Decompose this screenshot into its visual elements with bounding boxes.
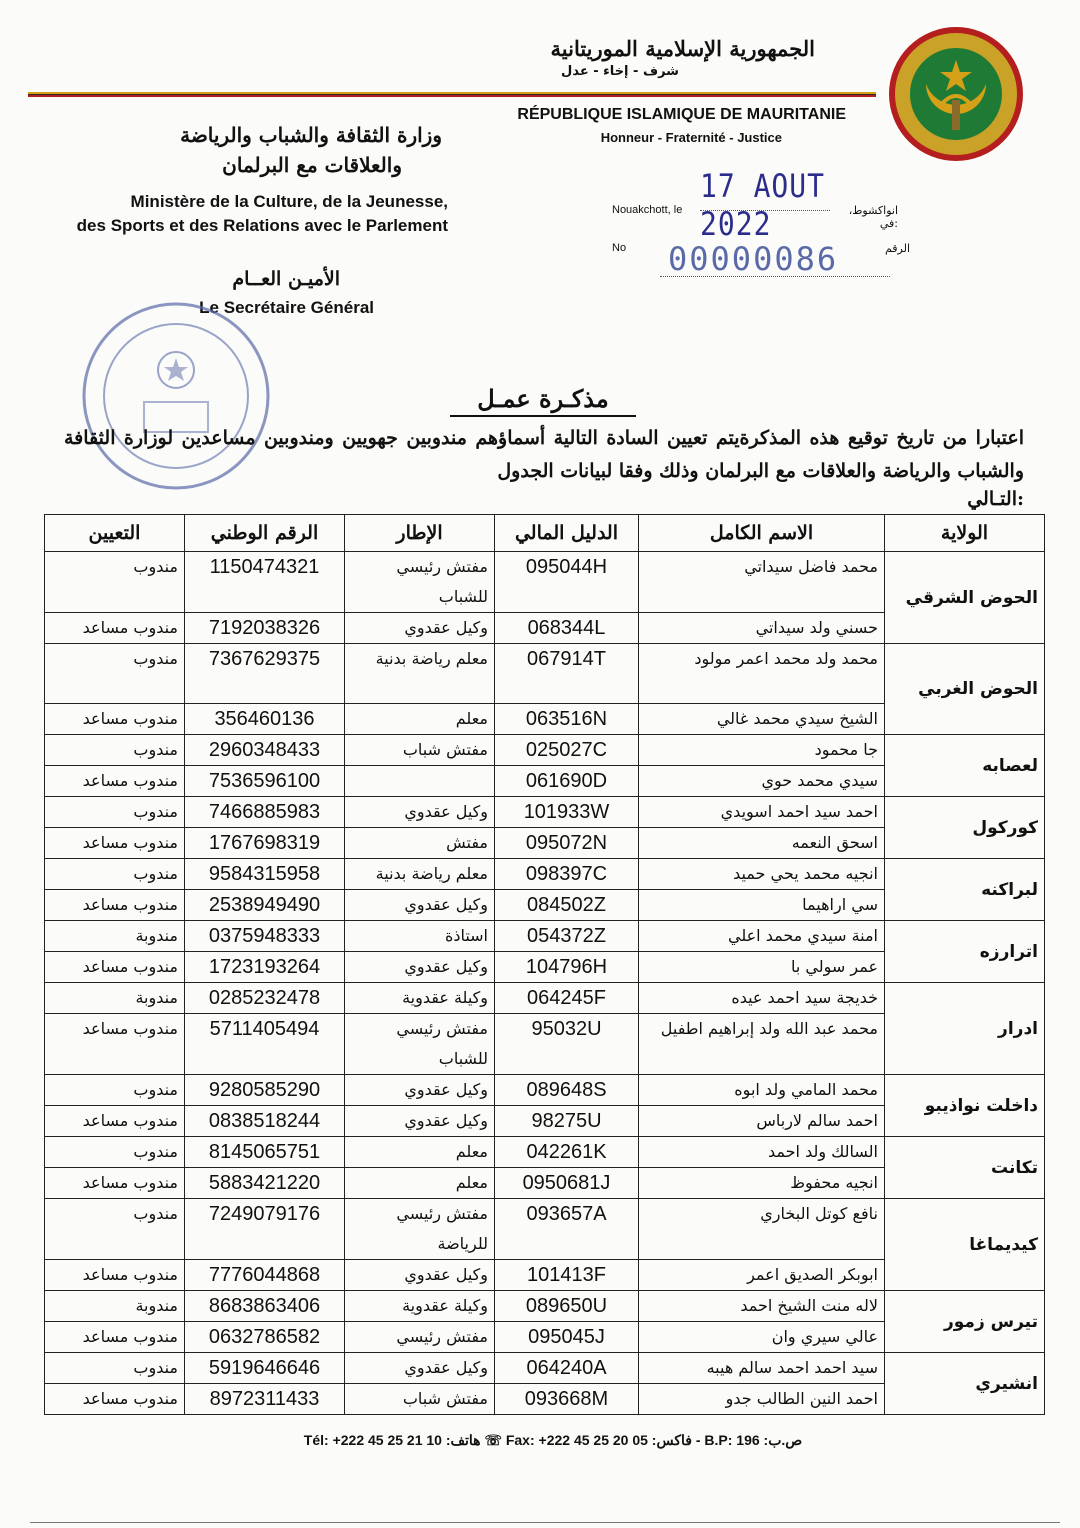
table-row [45,1291,1045,1322]
national-id-cell: 1150474321 [185,552,345,613]
national-id-cell: 8683863406 [185,1291,345,1322]
frame-cell: وكيل عقدوي [345,1106,495,1137]
number-dotted-line [660,276,890,277]
full-name-cell: الشيخ سيدي محمد غالي [639,704,885,735]
financial-id-cell: 093657A [495,1199,639,1260]
financial-id-cell: 098397C [495,859,639,890]
table-row [45,1075,1045,1106]
table-row [45,552,1045,613]
full-name-cell: محمد المامي ولد ابوه [639,1075,885,1106]
financial-id-cell: 95032U [495,1014,639,1075]
table-row [45,644,1045,704]
national-id-cell: 8972311433 [185,1384,345,1415]
national-id-cell: 9584315958 [185,859,345,890]
frame-cell: مفتش رئيسي للشباب [345,552,495,613]
financial-id-cell: 084502Z [495,890,639,921]
financial-id-cell: 089650U [495,1291,639,1322]
full-name-cell: خديجة سيد احمد عيده [639,983,885,1014]
number-label-fr: No [612,242,627,254]
table-row [45,1199,1045,1260]
national-id-cell: 8145065751 [185,1137,345,1168]
full-name-cell: عمر سولي با [639,952,885,983]
frame-cell: مفتش رئيسي [345,1322,495,1353]
national-id-cell: 2538949490 [185,890,345,921]
ministry-fr-line2: des Sports et des Relations avec le Parlement [76,216,448,235]
wilaya-cell: ادرار [885,983,1045,1075]
appointment-cell: مندوب [45,859,185,890]
wilaya-cell: اترارزه [885,921,1045,983]
wilaya-cell: الحوض الغربي [885,644,1045,735]
full-name-cell: سيد احمد احمد سالم هيبه [639,1353,885,1384]
table-row [45,1137,1045,1168]
table-row [45,921,1045,952]
frame-cell: مفتش شباب [345,735,495,766]
frame-cell: مفتش شباب [345,1384,495,1415]
ministry-name-ar [90,120,442,180]
financial-id-cell: 068344L [495,613,639,644]
full-name-cell: امنة سيدي محمد اعلي [639,921,885,952]
ministry-ar-line2: والعلاقات مع البرلمان [222,153,402,177]
appointment-cell: مندوب [45,1137,185,1168]
financial-id-cell: 095072N [495,828,639,859]
full-name-cell: ابوبكر الصديق اعمر [639,1260,885,1291]
wilaya-cell: الحوض الشرقي [885,552,1045,644]
date-label-fr: Nouakchott, le [612,204,683,216]
frame-cell: وكيل عقدوي [345,890,495,921]
frame-cell: معلم [345,704,495,735]
national-id-cell: 5711405494 [185,1014,345,1075]
wilaya-cell: لبراكنه [885,859,1045,921]
full-name-cell: احمد النين الطالب جدو [639,1384,885,1415]
appointment-cell: مندوب مساعد [45,1260,185,1291]
national-id-cell: 356460136 [185,704,345,735]
national-id-cell: 1723193264 [185,952,345,983]
table-row [45,983,1045,1014]
date-label-ar: انواكشوط، في: [848,204,898,230]
memo-body-end: التـالي: [967,488,1024,510]
financial-id-cell: 093668M [495,1384,639,1415]
appointment-cell: مندوب [45,1353,185,1384]
header-national-id: الرقم الوطني [185,515,345,552]
appointment-cell: مندوب [45,644,185,704]
national-id-cell: 9280585290 [185,1075,345,1106]
financial-id-cell: 064240A [495,1353,639,1384]
appointment-cell: مندوب مساعد [45,766,185,797]
wilaya-cell: تيرس زمور [885,1291,1045,1353]
national-id-cell: 7249079176 [185,1199,345,1260]
full-name-cell: السالك ولد احمد [639,1137,885,1168]
ministry-ar-line1: وزارة الثقافة والشباب والرياضة [180,123,442,147]
financial-id-cell: 101413F [495,1260,639,1291]
secretary-general-fr: Le Secrétaire Général [199,298,374,317]
frame-cell: معلم [345,1137,495,1168]
financial-id-cell: 98275U [495,1106,639,1137]
financial-id-cell: 042261K [495,1137,639,1168]
national-id-cell: 5919646646 [185,1353,345,1384]
appointment-cell: مندوب [45,1199,185,1260]
wilaya-cell: داخلت نواذيبو [885,1075,1045,1137]
memo-title: مذكـرة عمـل [450,384,636,417]
appointment-cell: مندوب مساعد [45,952,185,983]
ministry-fr-line1: Ministère de la Culture, de la Jeunesse, [130,192,448,211]
appointment-cell: مندوب [45,735,185,766]
financial-id-cell: 063516N [495,704,639,735]
frame-cell: وكيل عقدوي [345,613,495,644]
frame-cell: مفتش رئيسي للرياضة [345,1199,495,1260]
financial-id-cell: 054372Z [495,921,639,952]
appointment-cell: مندوبة [45,983,185,1014]
wilaya-cell: تكانت [885,1137,1045,1199]
frame-cell: معلم رياضة بدنية [345,859,495,890]
header-appointment: التعيين [45,515,185,552]
national-id-cell: 7536596100 [185,766,345,797]
ministry-name-fr [60,190,448,238]
full-name-cell: انجيه محمد يحي حميد [639,859,885,890]
header-financial-id: الدليل المالي [495,515,639,552]
appointment-cell: مندوب مساعد [45,1322,185,1353]
number-label-ar: الرقم [884,242,910,255]
appointment-cell: مندوب مساعد [45,1384,185,1415]
frame-cell: وكيل عقدوي [345,1353,495,1384]
motto-ar: شرف - إخاء - عدل [561,64,679,79]
header-divider [28,92,876,97]
footer-contact: Tél: +222 45 25 21 10 :هاتف ☏ Fax: +222 45 25 20 05 :فاكس - B.P: 196 :ص.ب [303,1432,803,1448]
appointment-cell: مندوب مساعد [45,704,185,735]
full-name-cell: عالي سيري وان [639,1322,885,1353]
wilaya-cell: كيديماغا [885,1199,1045,1291]
frame-cell: استاذة [345,921,495,952]
frame-cell: وكيل عقدوي [345,952,495,983]
full-name-cell: لاله منت الشيخ احمد [639,1291,885,1322]
financial-id-cell: 101933W [495,797,639,828]
full-name-cell: جا محمود [639,735,885,766]
motto-fr: Honneur - Fraternité - Justice [600,130,782,145]
number-stamp: 00000086 [668,240,839,278]
full-name-cell: نافع كوتل البخاري [639,1199,885,1260]
secretary-general-ar: الأميـن العــام [232,268,340,290]
national-id-cell: 7466885983 [185,797,345,828]
financial-id-cell: 095044H [495,552,639,613]
frame-cell: مفتش [345,828,495,859]
header-frame: الإطار [345,515,495,552]
appointment-cell: مندوب مساعد [45,828,185,859]
wilaya-cell: كوركول [885,797,1045,859]
national-id-cell: 7367629375 [185,644,345,704]
header-wilaya: الولاية [885,515,1045,552]
table-row [45,797,1045,828]
appointment-cell: مندوب [45,1075,185,1106]
appointments-table [44,514,1044,1415]
frame-cell: وكيل عقدوي [345,1260,495,1291]
national-id-cell: 2960348433 [185,735,345,766]
table-body [45,552,1045,1415]
national-id-cell: 0285232478 [185,983,345,1014]
header-full-name: الاسم الكامل [639,515,885,552]
national-id-cell: 7776044868 [185,1260,345,1291]
financial-id-cell: 0950681J [495,1168,639,1199]
date-dotted-line [700,210,830,211]
full-name-cell: سي اراهيما [639,890,885,921]
frame-cell: وكيل عقدوي [345,1075,495,1106]
national-id-cell: 0375948333 [185,921,345,952]
financial-id-cell: 025027C [495,735,639,766]
frame-cell: معلم رياضة بدنية [345,644,495,704]
national-id-cell: 1767698319 [185,828,345,859]
full-name-cell: محمد فاضل سيداتي [639,552,885,613]
appointment-cell: مندوب [45,552,185,613]
table-header-row [45,515,1045,552]
table-row [45,735,1045,766]
national-id-cell: 0838518244 [185,1106,345,1137]
appointment-cell: مندوبة [45,1291,185,1322]
national-id-cell: 0632786582 [185,1322,345,1353]
full-name-cell: اسحق النعمه [639,828,885,859]
appointment-cell: مندوب مساعد [45,613,185,644]
wilaya-cell: لعصابه [885,735,1045,797]
appointment-cell: مندوب مساعد [45,1106,185,1137]
financial-id-cell: 064245F [495,983,639,1014]
appointment-cell: مندوبة [45,921,185,952]
appointment-cell: مندوب مساعد [45,890,185,921]
full-name-cell: حسني ولد سيداتي [639,613,885,644]
table-row [45,1353,1045,1384]
frame-cell: معلم [345,1168,495,1199]
financial-id-cell: 104796H [495,952,639,983]
frame-cell [345,766,495,797]
full-name-cell: احمد سالم لارباس [639,1106,885,1137]
frame-cell: وكيلة عقدوية [345,1291,495,1322]
national-id-cell: 5883421220 [185,1168,345,1199]
financial-id-cell: 095045J [495,1322,639,1353]
frame-cell: مفتش رئيسي للشباب [345,1014,495,1075]
appointment-cell: مندوب [45,797,185,828]
frame-cell: وكيلة عقدوية [345,983,495,1014]
financial-id-cell: 061690D [495,766,639,797]
memo-body: اعتبارا من تاريخ توقيع هذه المذكرةيتم تعيين السادة التالية أسماؤهم مندوبين جهويين ومندوبين مساعدين لوزارة الثقافة والشباب والرياضة والعلاقات مع البرلمان وذلك وفقا لبيانات الجدول [64,427,1024,482]
republic-name-fr: RÉPUBLIQUE ISLAMIQUE DE MAURITANIE [517,106,846,123]
wilaya-cell: انشيري [885,1353,1045,1415]
financial-id-cell: 067914T [495,644,639,704]
frame-cell: وكيل عقدوي [345,797,495,828]
financial-id-cell: 089648S [495,1075,639,1106]
bottom-divider [30,1522,1060,1523]
national-id-cell: 7192038326 [185,613,345,644]
republic-name-ar: الجمهورية الإسلامية الموريتانية [550,36,815,61]
full-name-cell: انجيه محفوظ [639,1168,885,1199]
full-name-cell: سيدي محمد حوي [639,766,885,797]
date-stamp: 17 AOUT 2022 [700,167,826,243]
full-name-cell: احمد سيد احمد اسويدي [639,797,885,828]
appointment-cell: مندوب مساعد [45,1014,185,1075]
full-name-cell: محمد ولد محمد اعمر مولود [639,644,885,704]
appointment-cell: مندوب مساعد [45,1168,185,1199]
table-row [45,859,1045,890]
full-name-cell: محمد عبد الله ولد إبراهيم اطفيل [639,1014,885,1075]
national-emblem-icon [888,26,1024,162]
